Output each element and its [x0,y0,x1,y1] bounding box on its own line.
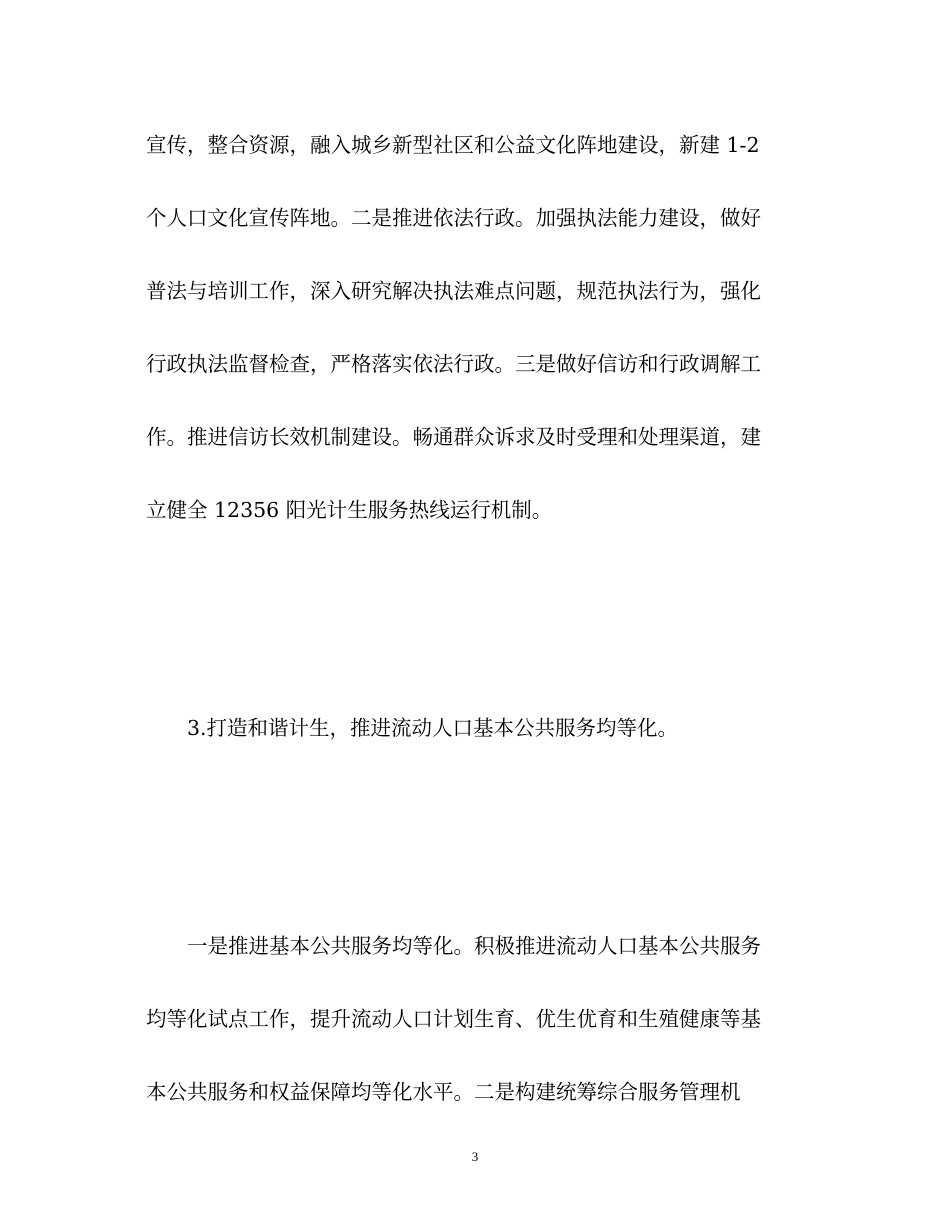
body-text-line: 一是推进基本公共服务均等化。积极推进流动人口基本公共服务 [187,934,761,958]
page-number: 3 [471,1149,479,1164]
body-text-line: 均等化试点工作，提升流动人口计划生育、优生优育和生殖健康等基 [146,1007,761,1031]
body-text-line: 行政执法监督检查，严格落实依法行政。三是做好信访和行政调解工 [146,352,761,376]
body-text-line: 宣传，整合资源，融入城乡新型社区和公益文化阵地建设，新建 1-2 [146,133,760,157]
section-heading: 3.打造和谐计生，推进流动人口基本公共服务均等化。 [187,716,679,740]
body-text-line: 普法与培训工作，深入研究解决执法难点问题，规范执法行为，强化 [146,279,761,303]
body-text-line: 作。推进信访长效机制建设。畅通群众诉求及时受理和处理渠道，建 [146,425,761,449]
body-text-line: 本公共服务和权益保障均等化水平。二是构建统筹综合服务管理机 [146,1080,741,1104]
body-text-line: 立健全 12356 阳光计生服务热线运行机制。 [146,498,553,522]
body-text-line: 个人口文化宣传阵地。二是推进依法行政。加强执法能力建设，做好 [146,206,761,230]
